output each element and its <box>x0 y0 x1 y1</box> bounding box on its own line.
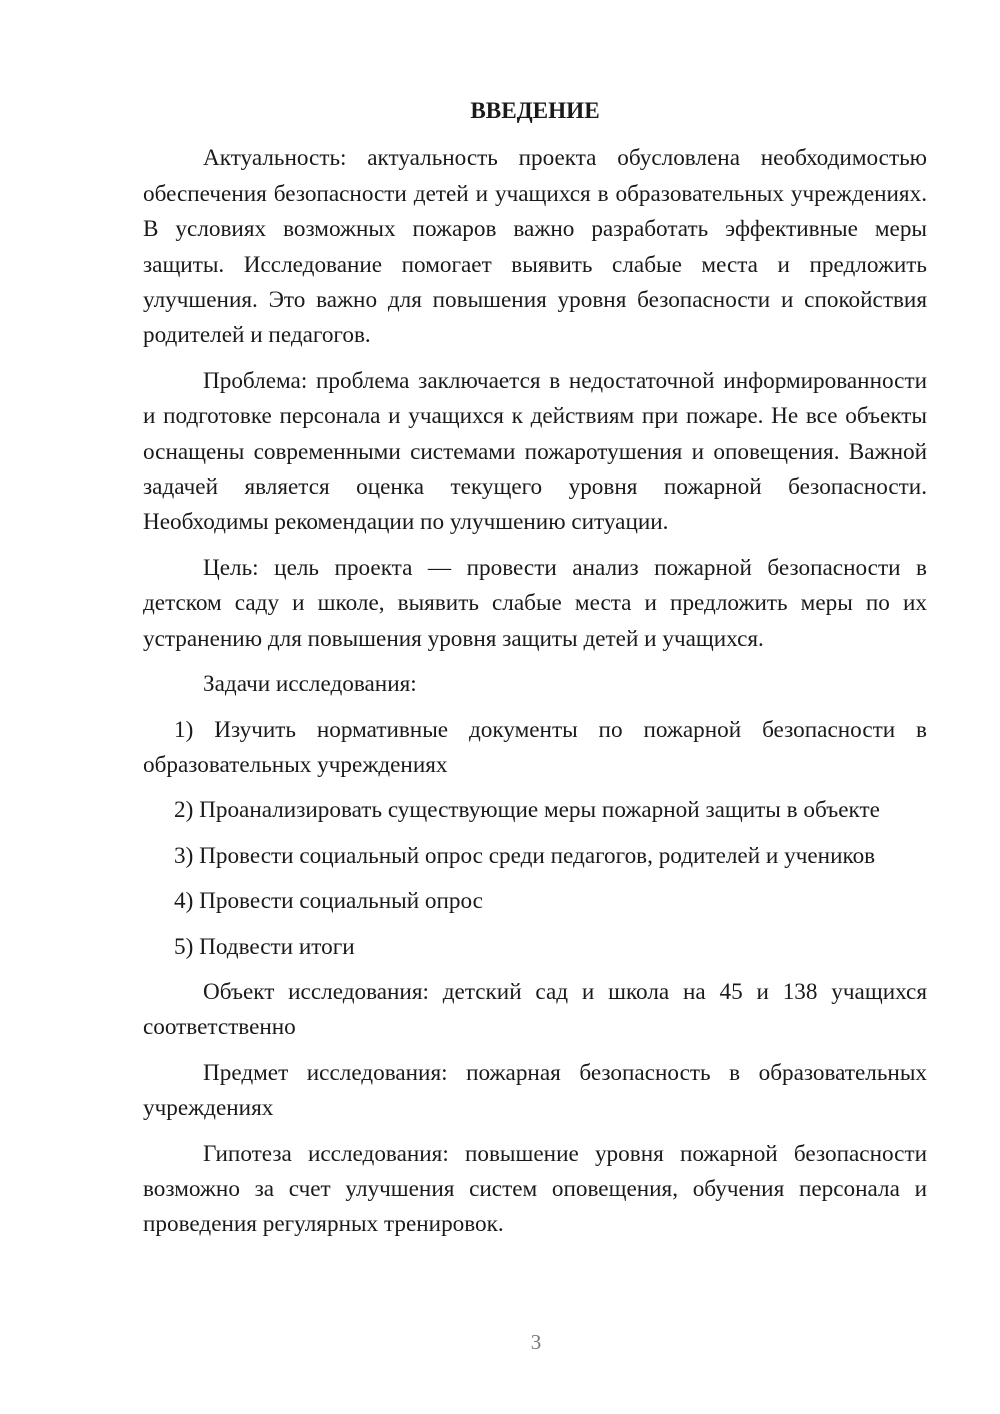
page-content <box>143 94 927 1253</box>
tasks-heading: Задачи исследования: <box>203 671 417 698</box>
goal-paragraph: Цель: цель проекта — провести анализ пожарной безопасности в детском саду и школе, выявить слабые места и предложить меры по их устранению для повышения уровня защиты детей и учащихся. <box>143 554 927 652</box>
object-paragraph: Объект исследования: детский сад и школа на 45 и 138 учащихся соответственно <box>143 978 927 1041</box>
task-item-4: 4) Провести социальный опрос <box>174 888 483 915</box>
task-item-1: 1) Изучить нормативные документы по пожарной безопасности в образовательных учреждениях <box>143 716 927 778</box>
hypothesis-paragraph: Гипотеза исследования: повышение уровня пожарной безопасности возможно за счет улучшения систем оповещения, обучения персонала и проведения регулярных тренировок. <box>143 1140 927 1238</box>
problem-paragraph: Проблема: проблема заключается в недостаточной информированности и подготовке персонала и учащихся к действиям при пожаре. Не все объекты оснащены современными системами пожаротушения и оповещения. Важной задачей является оценка текущего уровня пожарной безопасности. Необходимы рекомендации по улучшению ситуации. <box>143 367 927 536</box>
page-number: 3 <box>530 1330 542 1354</box>
relevance-paragraph: Актуальность: актуальность проекта обусловлена необходимостью обеспечения безопасности детей и учащихся в образовательных учреждениях. В условиях возможных пожаров важно разработать эффективные меры защиты. Исследование помогает выявить слабые места и предложить улучшения. Это важно для повышения уровня безопасности и спокойствия родителей и педагогов. <box>143 145 927 349</box>
task-item-2: 2) Проанализировать существующие меры пожарной защиты в объекте <box>174 797 880 824</box>
tasks-list <box>143 713 927 965</box>
section-title: ВВЕДЕНИЕ <box>470 98 600 124</box>
subject-paragraph: Предмет исследования: пожарная безопасность в образовательных учреждениях <box>143 1059 927 1122</box>
task-item-3: 3) Провести социальный опрос среди педагогов, родителей и учеников <box>174 842 876 869</box>
task-item-5: 5) Подвести итоги <box>174 933 355 960</box>
